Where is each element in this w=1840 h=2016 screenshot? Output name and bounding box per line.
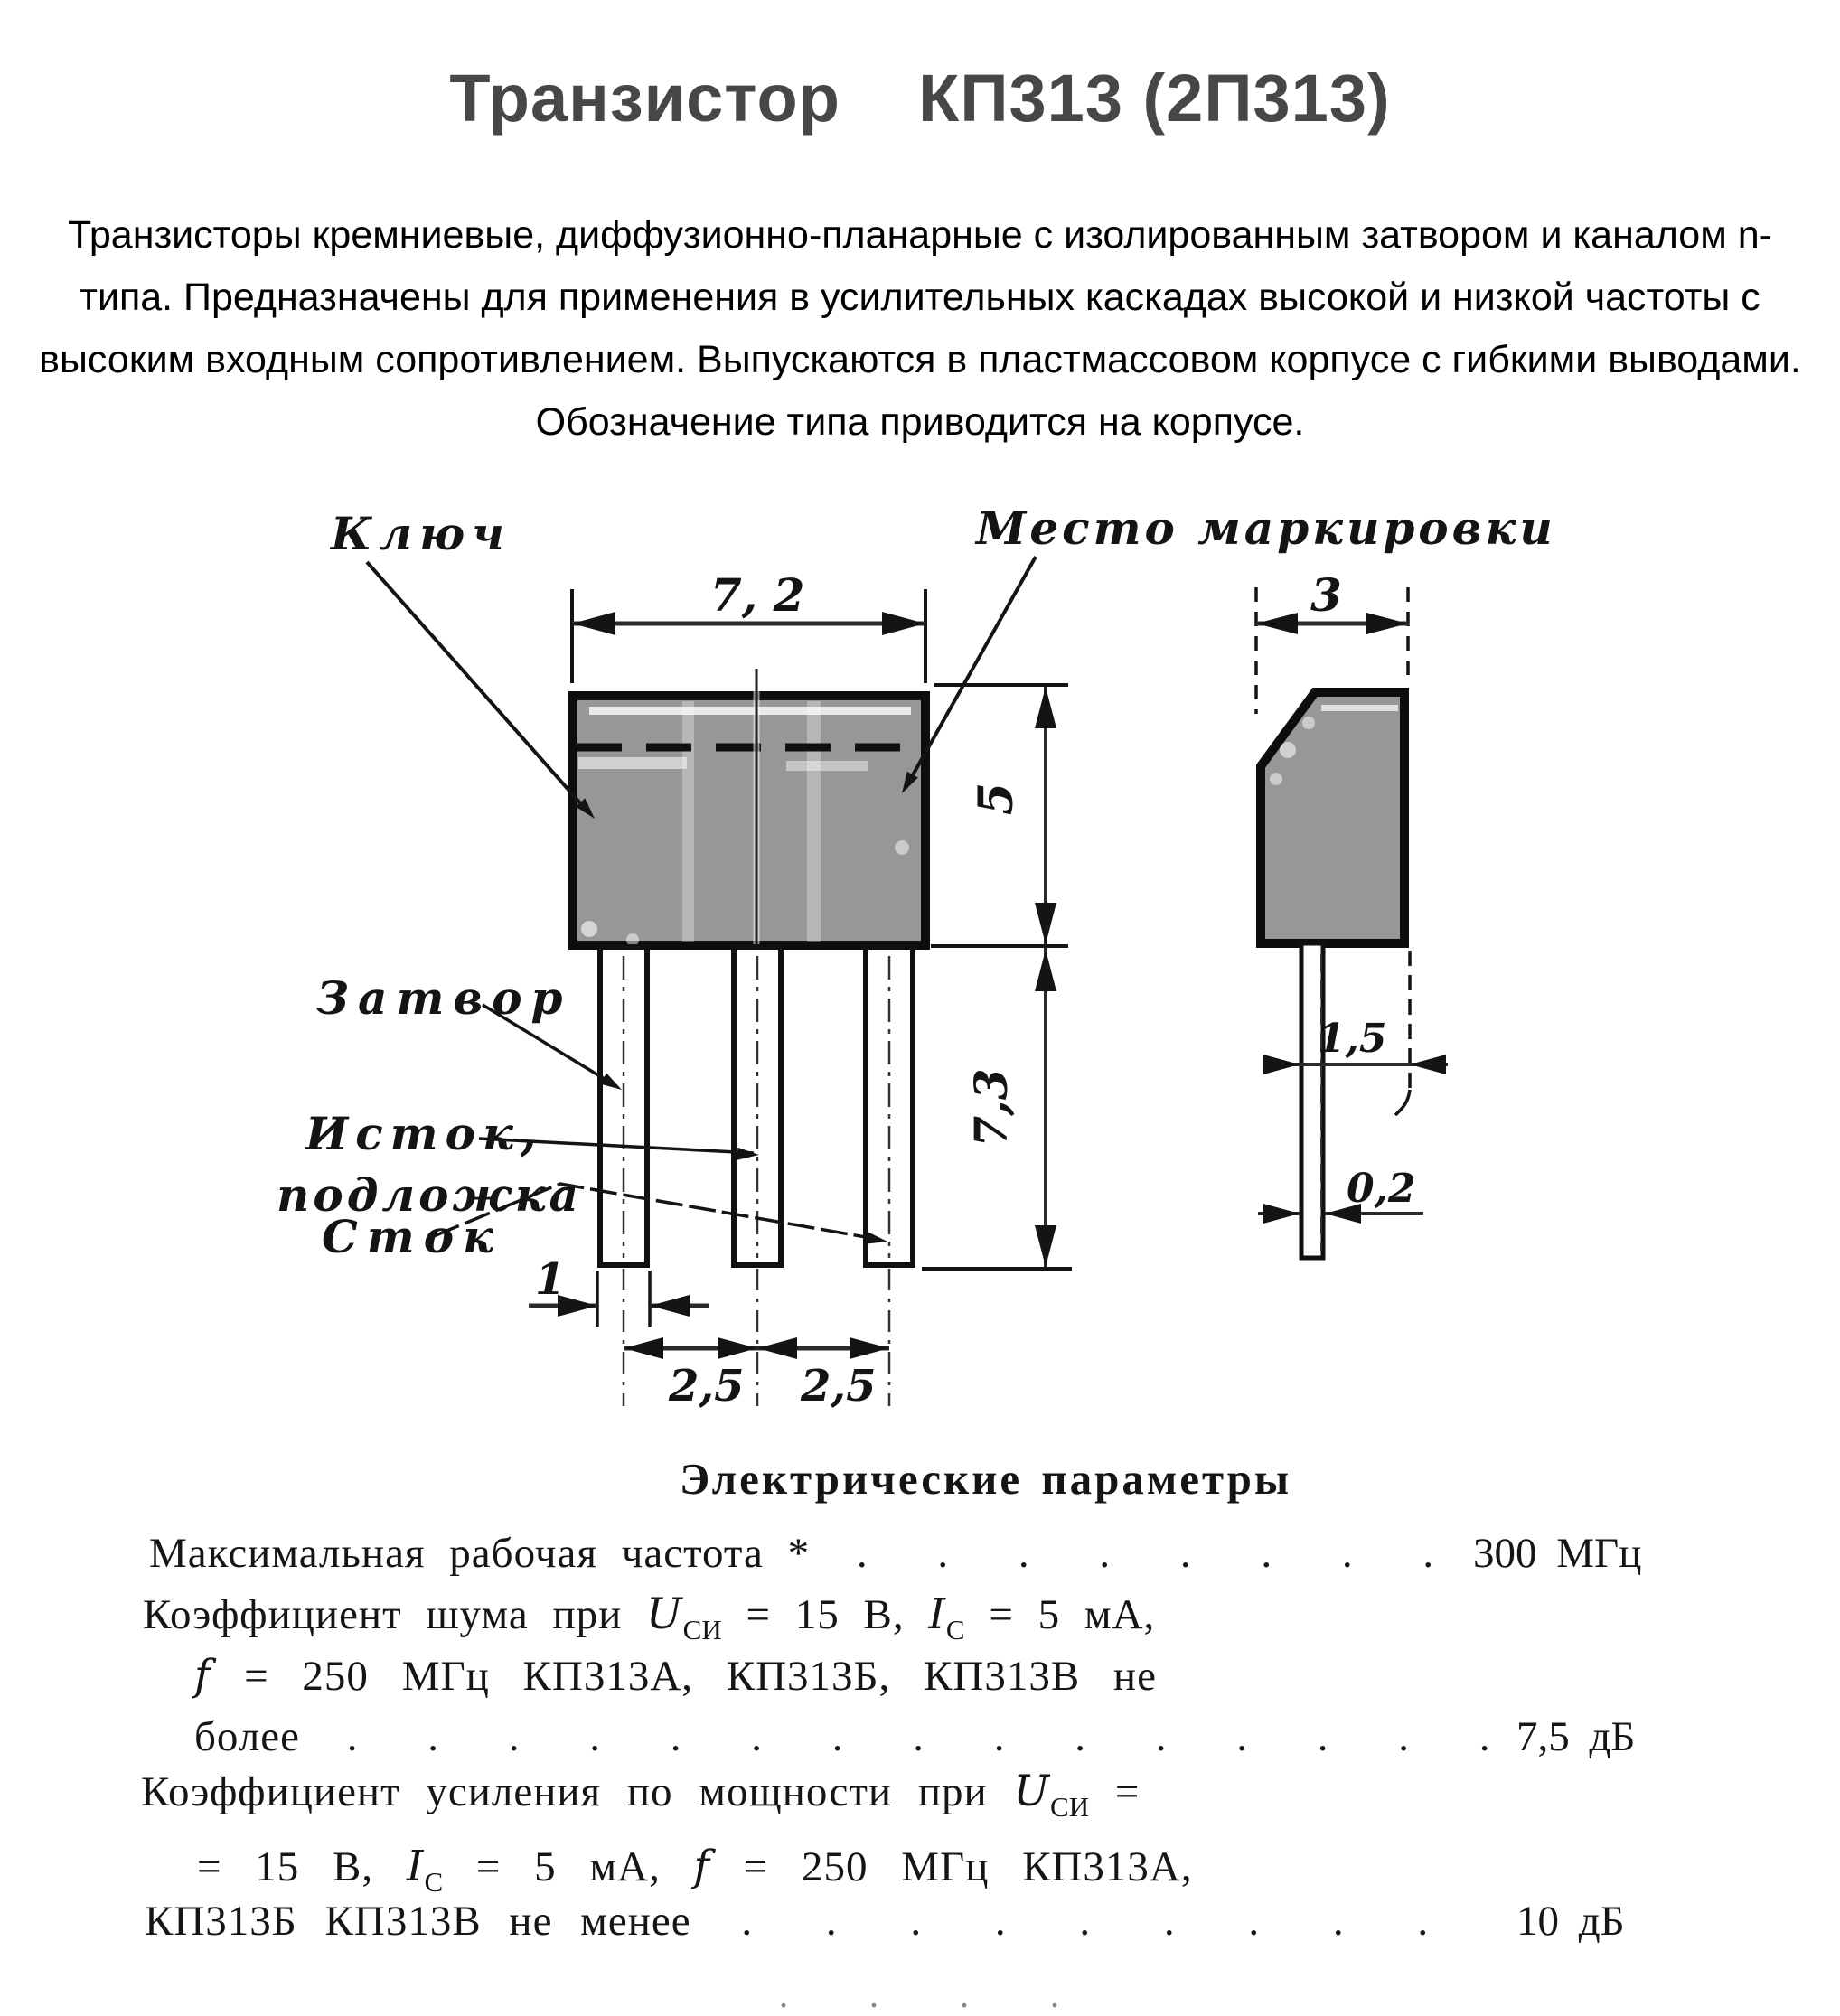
parameter-segment: I <box>928 1589 946 1639</box>
parameter-row-7 <box>145 1897 1451 1946</box>
parameter-segment: СИ <box>1050 1791 1090 1823</box>
svg-text:Место маркировки: Место маркировки <box>976 502 1556 555</box>
intro-line-1: Транзисторы кремниевые, диффузионно-планарные с изолированным затвором и каналом n- <box>68 213 1772 257</box>
svg-text:Сток: Сток <box>322 1210 502 1263</box>
svg-text:подложка: подложка <box>277 1168 582 1222</box>
parameter-segment: I <box>406 1842 425 1891</box>
dim-5-value: 5 <box>969 782 1024 816</box>
parameter-segment: Коэффициент шума при <box>143 1591 647 1638</box>
dim-7-2-value: 7, 2 <box>710 568 805 622</box>
parameter-segment: U <box>1013 1767 1051 1816</box>
dim-3-value: 3 <box>1310 568 1342 622</box>
parameter-segment: . . . . . . . . . <box>690 1898 1452 1945</box>
svg-text:Ключ: Ключ <box>331 507 512 560</box>
intro-line-4: Обозначение типа приводится на корпусе. <box>535 400 1305 444</box>
cutoff-line-fragment: . . . . <box>779 1974 1095 2015</box>
dim-1-5-value: 1,5 <box>1318 1016 1387 1062</box>
parameter-segment: КП313Б КП313В не менее <box>145 1898 691 1945</box>
dim-0-2-value: 0,2 <box>1347 1166 1416 1212</box>
dim-7-3-value: 7,3 <box>964 1068 1018 1148</box>
parameter-segment: = 5 мА, <box>443 1843 694 1890</box>
parameter-segment: = 250 МГц КП313А, КП313Б, КП313В не <box>211 1653 1157 1700</box>
parameter-row-3 <box>194 1651 1157 1701</box>
parameter-segment: = 15 В, <box>197 1843 407 1890</box>
intro-line-3: высоким входным сопротивлением. Выпускаются в пластмассовом корпусе с гибкими выводами. <box>39 338 1801 381</box>
parameter-row-6 <box>197 1842 1193 1898</box>
parameter-segment: = 15 В, <box>721 1591 929 1638</box>
parameter-segment: . . . . . . . . . . . . . . . <box>299 1713 1514 1760</box>
parameter-segment: более <box>194 1713 300 1760</box>
parameter-value: 7,5 дБ <box>1516 1713 1636 1760</box>
intro-line-2: типа. Предназначены для применения в усилительных каскадах высокой и низкой частоты с <box>80 276 1760 319</box>
svg-text:Затвор: Затвор <box>316 971 572 1025</box>
parameter-segment: = 5 мА, <box>964 1591 1156 1638</box>
parameter-segment: f <box>693 1842 710 1891</box>
parameter-segment: U <box>646 1589 683 1639</box>
parameters-heading: Электрические параметры <box>680 1454 1292 1504</box>
parameter-segment: Максимальная рабочая частота * <box>149 1530 811 1577</box>
parameter-segment: . . . . . . . . <box>810 1530 1458 1577</box>
parameter-row-2 <box>143 1589 1156 1646</box>
dim-1-value: 1 <box>535 1254 566 1305</box>
dim-2-5-left: 2,5 <box>669 1361 745 1411</box>
parameter-segment: = <box>1089 1768 1141 1815</box>
parameter-value: 10 дБ <box>1516 1898 1625 1945</box>
parameter-value: 300 МГц <box>1473 1530 1642 1577</box>
dim-2-5-right: 2,5 <box>801 1361 877 1411</box>
parameter-segment: С <box>424 1866 444 1898</box>
parameter-segment: С <box>945 1614 965 1646</box>
parameter-segment: СИ <box>682 1614 722 1646</box>
parameter-row-1 <box>149 1529 1457 1578</box>
parameter-segment: = 250 МГц КП313А, <box>709 1843 1193 1890</box>
parameter-segment: Коэффициент усиления по мощности при <box>141 1768 1014 1815</box>
svg-text:Исток,: Исток, <box>305 1107 544 1160</box>
parameter-segment: f <box>194 1651 211 1701</box>
parameter-row-4 <box>194 1712 1513 1761</box>
parameter-row-5 <box>141 1767 1141 1823</box>
document-title: Транзистор КП313 (2П313) <box>449 61 1391 136</box>
